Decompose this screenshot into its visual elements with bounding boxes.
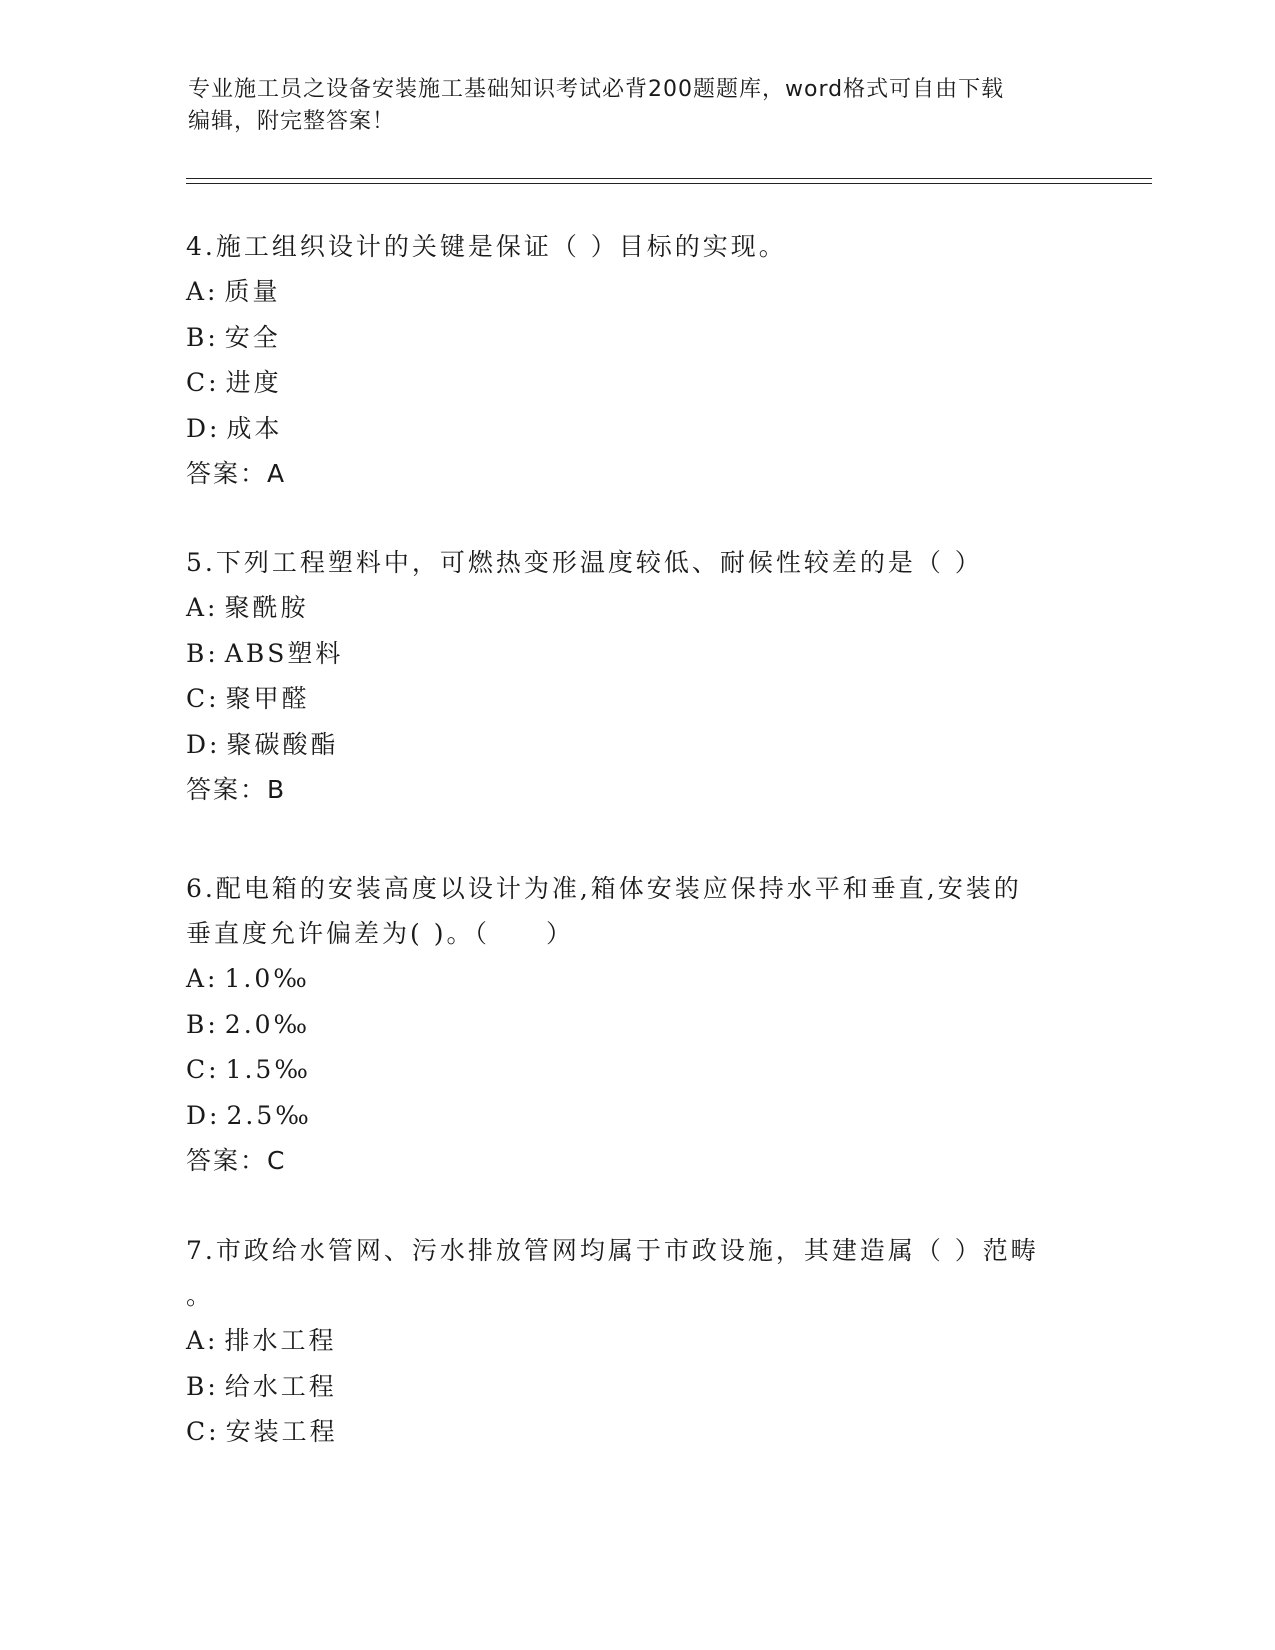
question-6 (186, 866, 1086, 1183)
question-stem: 6.配电箱的安装高度以设计为准,箱体安装应保持水平和垂直,安装的 (186, 874, 1022, 903)
question-stem: 4.施工组织设计的关键是保证（ ）目标的实现。 (186, 232, 787, 261)
header-divider-top (186, 178, 1152, 179)
header-title-line1: 专业施工员之设备安装施工基础知识考试必背200题题库，word格式可自由下载 (188, 77, 1005, 102)
option-c: C: 进度 (186, 368, 282, 397)
option-a: A: 1.0‰ (186, 964, 310, 993)
option-d: D: 聚碳酸酯 (186, 729, 339, 759)
option-c: C: 安装工程 (186, 1417, 338, 1446)
header-title-line2: 编辑，附完整答案！ (188, 109, 396, 134)
option-d: D: 成本 (186, 413, 283, 443)
option-a: A: 质量 (186, 277, 281, 306)
answer-label: 答案：C (186, 1146, 287, 1175)
question-stem-continued: 。 (186, 1281, 215, 1310)
option-a: A: 排水工程 (186, 1326, 337, 1355)
question-4 (186, 224, 1086, 496)
option-b: B: ABS塑料 (186, 638, 344, 668)
answer-label: 答案：A (186, 459, 287, 488)
question-stem: 5.下列工程塑料中，可燃热变形温度较低、耐候性较差的是（ ） (186, 548, 983, 577)
document-header (188, 74, 1088, 138)
question-stem-continued: 垂直度允许偏差为( )。（ ） (186, 919, 574, 948)
answer-label: 答案：B (186, 775, 287, 804)
question-7 (186, 1228, 1086, 1455)
option-b: B: 2.0‰ (186, 1009, 311, 1039)
option-c: C: 1.5‰ (186, 1055, 311, 1084)
option-b: B: 给水工程 (186, 1371, 337, 1401)
header-divider-bottom (186, 183, 1152, 184)
option-d: D: 2.5‰ (186, 1100, 312, 1130)
option-c: C: 聚甲醛 (186, 684, 310, 713)
question-stem: 7.市政给水管网、污水排放管网均属于市政设施，其建造属（ ）范畴 (186, 1236, 1039, 1265)
option-a: A: 聚酰胺 (186, 593, 309, 622)
option-b: B: 安全 (186, 322, 281, 352)
question-5 (186, 540, 1086, 812)
